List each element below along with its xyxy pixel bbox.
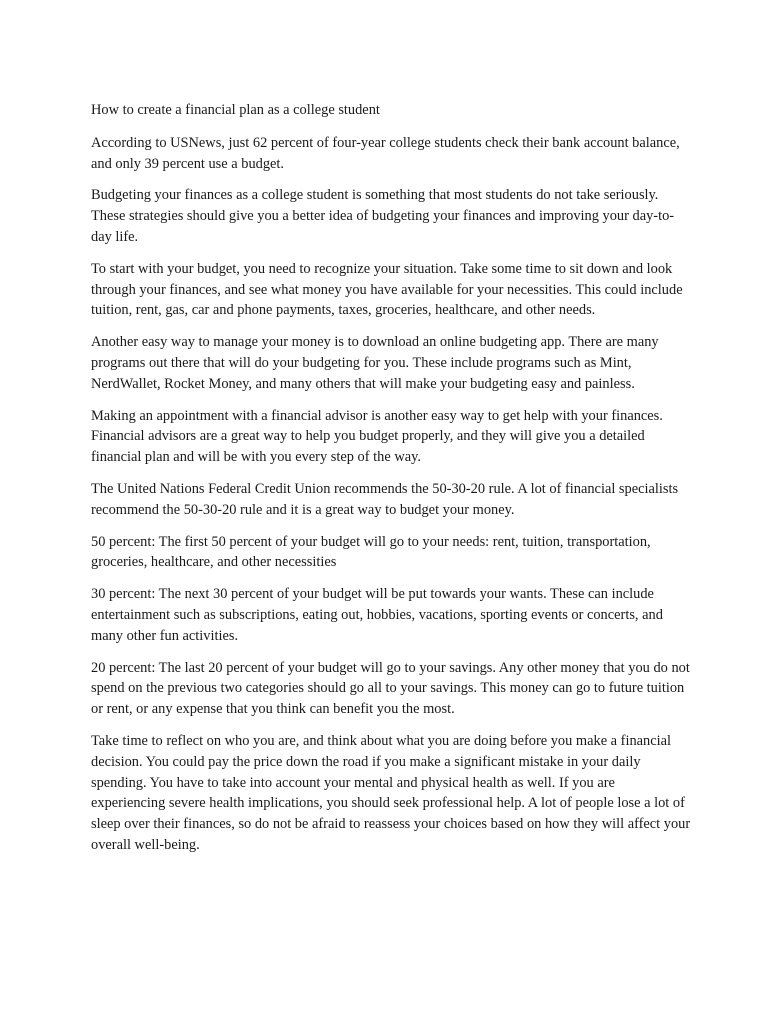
paragraph-budgeting-app: Another easy way to manage your money is to download an online budgeting app. There are many programs out there that will do your budgeting for you. These include programs such as Mint, NerdWallet, Rocket Money, and many others that will make your budgeting easy and painless. [91, 334, 659, 392]
paragraph-financial-advisor: Making an appointment with a financial advisor is another easy way to get help with your finances. Financial advisors are a great way to help you budget properly, and they will give you a detailed financial plan and will be with you every step of the way. [91, 407, 663, 466]
document-title: How to create a financial plan as a college student [91, 102, 380, 118]
paragraph-50-30-20-rule: The United Nations Federal Credit Union recommends the 50-30-20 rule. A lot of financial specialists recommend the 50-30-20 rule and it is a great way to budget your money. [91, 480, 679, 518]
paragraph-reflect: Take time to reflect on who you are, and think about what you are doing before you make a financial decision. You could pay the price down the road if you make a significant mistake in your daily spending. You have to take into account your mental and physical health as well. If you are experiencing severe health implications, you should seek professional help. A lot of people lose a lot of sleep over their finances, so do not be afraid to reassess your choices based on how they will affect your overall well-being. [91, 732, 691, 853]
document-page [91, 100, 691, 867]
paragraph-usnews-stat: According to USNews, just 62 percent of four-year college students check their bank account balance, and only 39 percent use a budget. [91, 134, 680, 172]
paragraph-30-percent: 30 percent: The next 30 percent of your budget will be put towards your wants. These can include entertainment such as subscriptions, eating out, hobbies, vacations, sporting events or concerts, and many other fun activities. [91, 586, 663, 644]
paragraph-budgeting-intro: Budgeting your finances as a college student is something that most students do not take seriously. These strategies should give you a better idea of budgeting your finances and improving your day-to-day life. [91, 187, 675, 245]
paragraph-recognize-situation: To start with your budget, you need to recognize your situation. Take some time to sit down and look through your finances, and see what money you have available for your necessities. This could include tuition, rent, gas, car and phone payments, taxes, groceries, healthcare, and other needs. [91, 260, 683, 319]
paragraph-50-percent: 50 percent: The first 50 percent of your budget will go to your needs: rent, tuition, transportation, groceries, healthcare, and other necessities [91, 533, 651, 571]
paragraph-20-percent: 20 percent: The last 20 percent of your budget will go to your savings. Any other money that you do not spend on the previous two categories should go all to your savings. This money can go to future tuition or rent, or any expense that you think can benefit you the most. [91, 659, 690, 718]
